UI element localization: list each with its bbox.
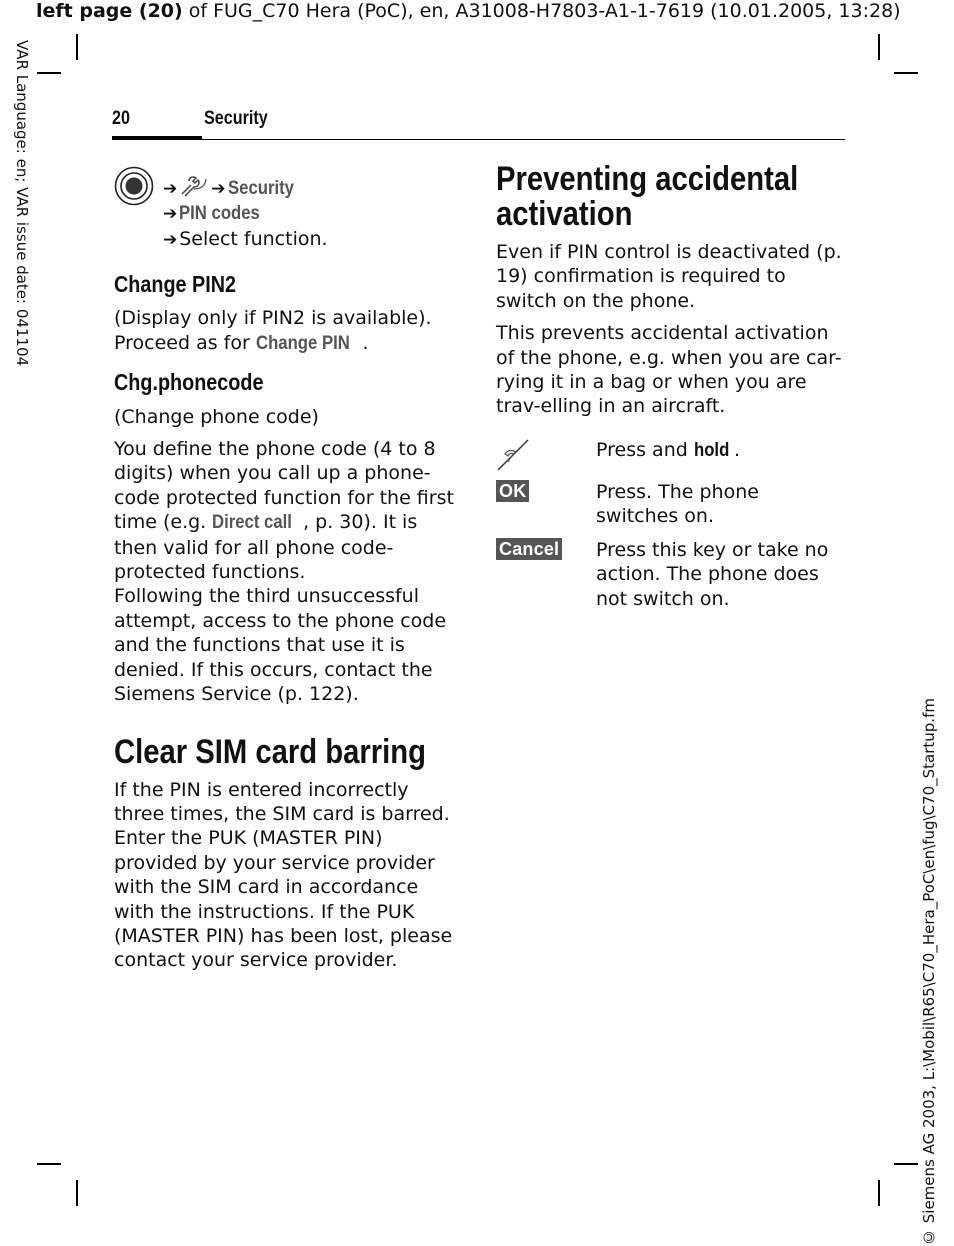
left-column <box>114 272 460 981</box>
print-header-file: of FUG_C70 Hera (PoC), en, A31008-H7803-A1-1-7619 (10.01.2005, 13:28) <box>182 0 901 22</box>
clear-sim-text: If the PIN is entered incorrectly three times, the SIM card is barred. Enter the PUK (MASTER PIN) provided by your service provider with the SIM card in accordance with the instructions. If the PUK (MASTER PIN) has been lost, please contact your service provider. <box>114 778 453 972</box>
menu-security: Security <box>227 178 294 199</box>
crop-mark <box>76 34 78 60</box>
hold-text: hold <box>693 440 730 461</box>
key-ok-desc: Press. The phone switches on. <box>596 481 759 528</box>
print-header <box>36 0 901 22</box>
crop-mark <box>878 34 880 60</box>
menu-direct-call: Direct call <box>212 512 293 534</box>
menu-change-pin: Change PIN <box>255 332 350 354</box>
side-right-note: © Siemens AG 2003, L:\Mobil\R65\C70_Hera_PoC\en\fug\C70_Startup.fm <box>920 698 938 1246</box>
crop-mark <box>76 1180 78 1206</box>
page-number: 20 <box>112 108 130 129</box>
nav-path-line1 <box>163 175 328 201</box>
select-function-text: Select function. <box>179 227 328 250</box>
key-cancel-desc: Press this key or take no action. The phone does not switch on. <box>596 539 829 610</box>
heading-preventing-line1: Preventing accidental <box>496 160 799 198</box>
preventing-text1: Even if PIN control is deactivated (p. 19) confirmation is required to switch on the phone. <box>496 241 842 312</box>
side-left-note: VAR Language: en; VAR issue date: 041104 <box>13 40 31 367</box>
nav-path-line2 <box>163 201 328 226</box>
heading-preventing <box>496 162 797 232</box>
chg-phonecode-warning: Following the third unsuccessful attempt, access to the phone code and the functions that use it is denied. If this occurs, contact the Siemens Service (p. 122). <box>114 585 447 706</box>
crop-mark <box>894 1163 918 1165</box>
arrow-icon: ➔ <box>211 179 226 199</box>
arrow-icon: ➔ <box>163 179 178 199</box>
heading-change-pin2: Change PIN2 <box>114 271 237 297</box>
arrow-icon: ➔ <box>163 204 178 225</box>
crop-mark <box>878 1180 880 1206</box>
crop-mark <box>37 72 61 74</box>
key-end-desc <box>596 438 846 463</box>
chg-phonecode-text-end: , p. 30). It is then valid for all phone code-protected functions. <box>114 511 418 584</box>
change-pin2-note: (Display only if PIN2 is available). <box>114 307 432 330</box>
change-pin2-text: Proceed as for <box>114 331 256 354</box>
nav-path-line3 <box>163 227 328 252</box>
heading-chg-phonecode: Chg.phonecode <box>114 369 264 396</box>
chg-phonecode-text: You define the phone code (4 to 8 digits) when you call up a phone-code protected function for the first time (e.g. <box>114 438 454 534</box>
nav-path <box>163 175 328 252</box>
right-column <box>496 162 846 427</box>
navigation-key-icon <box>114 166 154 206</box>
end-key-icon <box>496 438 532 472</box>
paragraph <box>114 437 460 584</box>
arrow-icon: ➔ <box>163 229 178 250</box>
crop-mark <box>37 1163 61 1165</box>
chg-phonecode-note: (Change phone code) <box>114 405 319 428</box>
section-title: Security <box>204 108 268 129</box>
change-pin2-text-end: . <box>362 331 369 354</box>
preventing-text2: This prevents accidental activation of the phone, e.g. when you are car-rying it in a bag or when you are trav-elling in an aircraft. <box>496 322 842 418</box>
key-end-text: Press and <box>596 439 694 461</box>
paragraph <box>114 306 460 356</box>
ok-softkey: OK <box>496 480 529 502</box>
heading-clear-sim: Clear SIM card barring <box>114 732 426 771</box>
crop-mark <box>894 72 918 74</box>
print-header-page: left page (20) <box>36 0 183 22</box>
wrench-settings-icon <box>179 175 209 197</box>
menu-pin-codes: PIN codes <box>179 203 261 225</box>
key-end-text-end: . <box>733 439 740 461</box>
header-rule <box>112 139 845 140</box>
heading-preventing-line2: activation <box>496 195 633 233</box>
cancel-softkey: Cancel <box>496 538 562 560</box>
